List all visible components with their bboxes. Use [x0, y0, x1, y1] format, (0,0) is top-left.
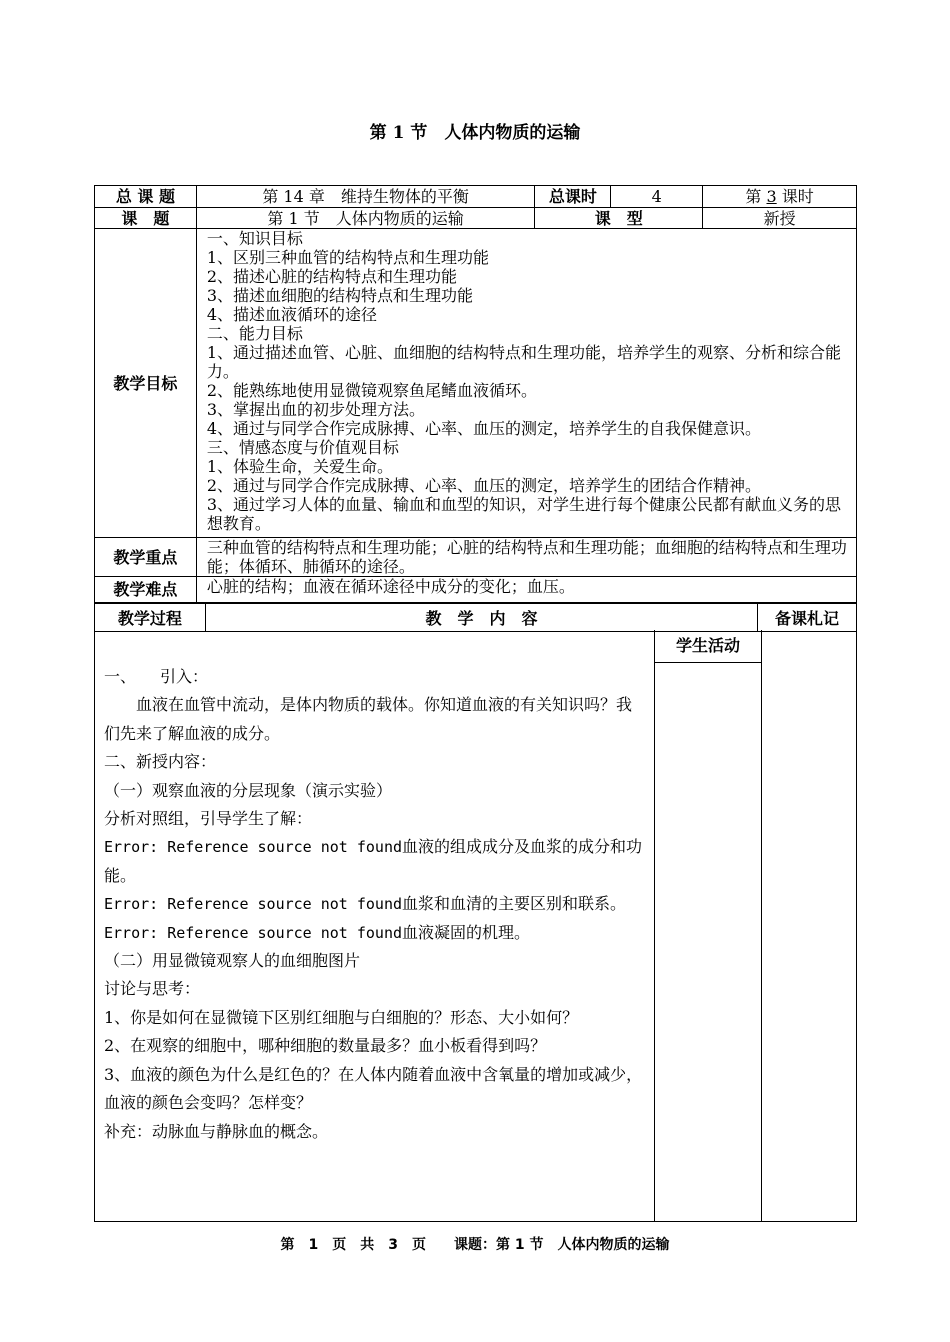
total-topic-value: 第 14 章 维持生物体的平衡	[196, 186, 535, 208]
notes-column-header: 备课札记	[758, 604, 857, 632]
student-activity-header: 学生活动	[655, 630, 761, 663]
type-value: 新授	[703, 208, 857, 229]
content-column-header: 教 学 内 容	[205, 604, 757, 632]
content-item-text: 血浆和血清的主要区别和联系。	[402, 894, 627, 914]
objective-line: 3、通过学习人体的血量、输血和血型的知识，对学生进行每个健康公民都有献血义务的思想教育。	[206, 495, 841, 533]
page-footer: 第 1 页 共 3 页 课题：第 1 节 人体内物质的运输	[280, 1237, 670, 1253]
objective-line: 4、描述血液循环的途径	[206, 305, 377, 324]
section-1-heading: （一）观察血液的分层现象（演示实验）	[104, 780, 393, 800]
topic-label: 课 题	[95, 208, 197, 229]
student-activity-column	[654, 630, 762, 1221]
content-item	[104, 890, 646, 918]
question: 3、血液的颜色为什么是红色的？在人体内随着血液中含氧量的增加或减少，血液的颜色会变吗？怎样变？	[104, 1064, 643, 1113]
supplement: 补充：动脉血与静脉血的概念。	[104, 1121, 329, 1141]
total-hours-label: 总课时	[535, 186, 611, 208]
intro-text: 血液在血管中流动，是体内物质的载体。你知道血液的有关知识吗？我们先来了解血液的成分。	[104, 695, 633, 743]
type-label: 课 型	[535, 208, 703, 229]
objective-line: 2、能熟练地使用显微镜观察鱼尾鳍血液循环。	[206, 381, 537, 400]
objective-line: 4、通过与同学合作完成脉搏、心率、血压的测定，培养学生的自我保健意识。	[206, 419, 761, 438]
objective-line: 2、通过与同学合作完成脉搏、心率、血压的测定，培养学生的团结合作精神。	[206, 476, 761, 495]
objectives-label: 教学目标	[95, 229, 197, 538]
error-reference: Error: Reference source not found	[104, 923, 403, 942]
lesson-info-table	[94, 185, 857, 603]
content-item	[104, 833, 646, 890]
error-reference: Error: Reference source not found	[104, 895, 403, 914]
objective-line: 3、描述血细胞的结构特点和生理功能	[206, 286, 473, 305]
process-column-header: 教学过程	[95, 604, 206, 632]
total-topic-label: 总 课 题	[95, 186, 197, 208]
objective-line: 三、情感态度与价值观目标	[206, 438, 399, 457]
key-points-text: 三种血管的结构特点和生理功能；心脏的结构特点和生理功能；血细胞的结构特点和生理功能；体循环、肺循环的途径。	[196, 538, 856, 577]
teaching-content-area	[94, 630, 857, 1222]
objective-line: 1、体验生命，关爱生命。	[206, 457, 393, 476]
content-item-text: 血液的组成成分及血浆的成分和功能。	[104, 837, 643, 885]
objective-line: 3、掌握出血的初步处理方法。	[206, 400, 425, 419]
new-content-heading: 二、新授内容：	[104, 752, 217, 772]
key-points-label: 教学重点	[95, 538, 197, 577]
question: 2、在观察的细胞中，哪种细胞的数量最多？血小板看得到吗？	[104, 1036, 547, 1056]
objective-line: 1、区别三种血管的结构特点和生理功能	[206, 248, 489, 267]
error-reference: Error: Reference source not found	[104, 838, 403, 857]
lesson-number-suffix: 课时	[781, 187, 814, 206]
objective-line: 1、通过描述血管、心脏、血细胞的结构特点和生理功能，培养学生的观察、分析和综合能力。	[206, 343, 841, 381]
discussion-heading: 讨论与思考：	[104, 979, 201, 999]
page-title: 第 1 节 人体内物质的运输	[369, 123, 581, 143]
section-1-lead: 分析对照组，引导学生了解：	[104, 809, 313, 829]
section-2-heading: （二）用显微镜观察人的血细胞图片	[104, 951, 361, 971]
process-header-table	[94, 603, 857, 632]
objective-line: 2、描述心脏的结构特点和生理功能	[206, 267, 457, 286]
lesson-content	[104, 663, 646, 1146]
difficulties-text: 心脏的结构；血液在循环途径中成分的变化；血压。	[196, 577, 856, 603]
lesson-number-prefix: 第	[745, 187, 762, 206]
intro-heading: 一、 引入：	[104, 667, 209, 686]
objectives-content	[196, 229, 856, 538]
lesson-number	[703, 186, 857, 208]
objective-line: 二、能力目标	[206, 324, 303, 343]
question: 1、你是如何在显微镜下区别红细胞与白细胞的？形态、大小如何？	[104, 1007, 579, 1027]
total-hours-value: 4	[611, 186, 703, 208]
objective-line: 一、知识目标	[206, 229, 303, 248]
difficulties-label: 教学难点	[95, 577, 197, 603]
content-item-text: 血液凝固的机理。	[402, 922, 531, 942]
topic-value: 第 1 节 人体内物质的运输	[196, 208, 535, 229]
lesson-number-value: 3	[766, 187, 777, 206]
content-item	[104, 919, 646, 947]
